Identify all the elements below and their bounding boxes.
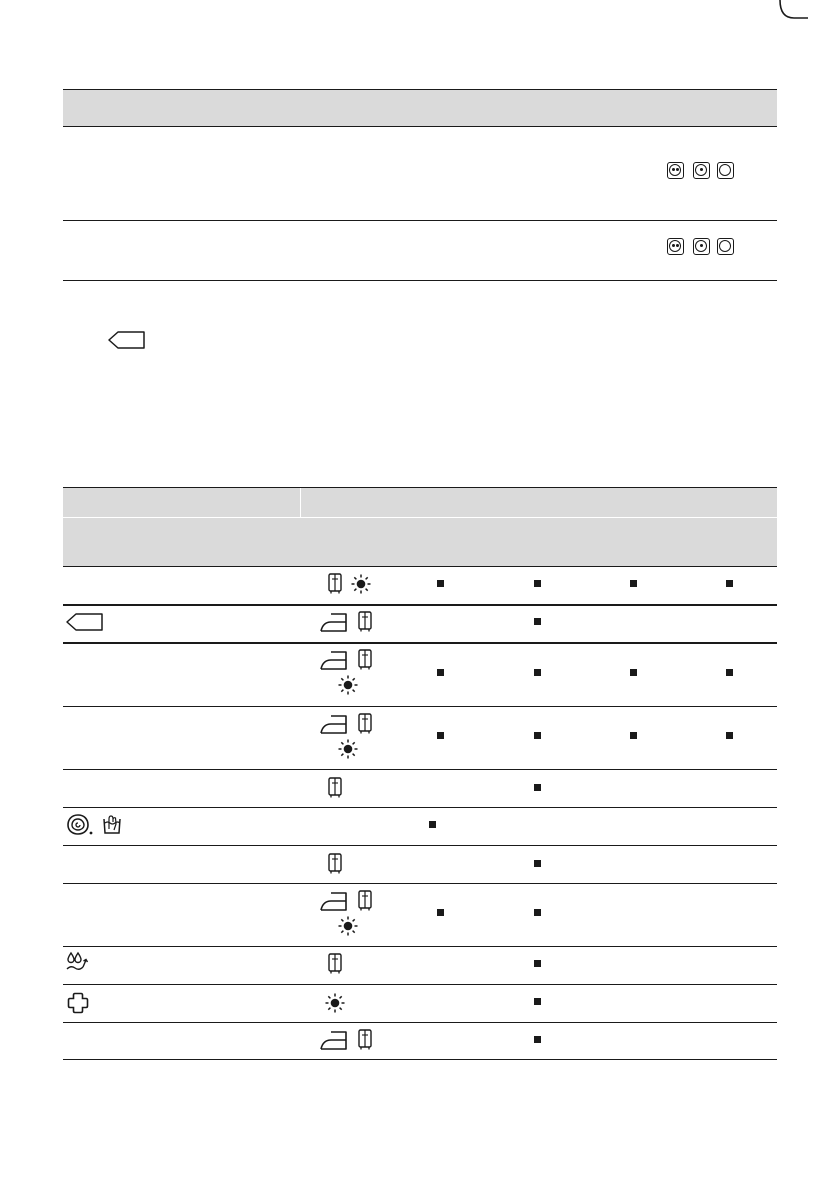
table-mark (437, 909, 444, 916)
cabinet-icon (358, 649, 372, 670)
cabinet-icon (358, 611, 372, 632)
table-mark (726, 580, 733, 587)
sun-icon (338, 739, 358, 759)
table-mark (437, 580, 444, 587)
table-row-divider (63, 604, 777, 606)
table-mark (534, 669, 541, 676)
table-mark (630, 580, 637, 587)
table-mark (534, 1036, 541, 1043)
table-row-divider (63, 984, 777, 985)
drying-2-dots-icon (667, 238, 684, 255)
tag-label-icon (66, 613, 104, 631)
table-mark (534, 732, 541, 739)
table-mark (534, 909, 541, 916)
table-mark (726, 732, 733, 739)
table-2-header-row-1 (63, 488, 777, 517)
table-mark (437, 669, 444, 676)
iron-icon (318, 650, 348, 670)
table-mark (429, 821, 436, 828)
iron-icon (318, 612, 348, 632)
table-row-divider (63, 845, 777, 846)
cabinet-icon (328, 777, 342, 798)
drying-1-dot-icon (693, 162, 710, 179)
table-row-divider (63, 1022, 777, 1023)
drying-no-dot-icon (717, 238, 734, 255)
table-row-divider (63, 807, 777, 808)
table-mark (534, 784, 541, 791)
wool-icon (66, 813, 96, 837)
cabinet-icon (358, 890, 372, 911)
cabinet-icon (328, 853, 342, 874)
sun-icon (338, 675, 358, 695)
table-row-divider (63, 946, 777, 947)
steam-icon (66, 951, 90, 973)
drying-2-dots-icon (667, 162, 684, 179)
cabinet-icon (328, 573, 342, 594)
sun-icon (338, 916, 358, 936)
cabinet-icon (328, 953, 342, 974)
table-1-row-divider (63, 220, 777, 221)
page-fold-mark (779, 0, 809, 22)
drying-1-dot-icon (693, 238, 710, 255)
drying-symbols (667, 238, 739, 258)
table-mark (630, 669, 637, 676)
table-1-bottom-rule (63, 280, 777, 281)
drying-no-dot-icon (717, 162, 734, 179)
iron-icon (318, 714, 348, 734)
table-mark (437, 732, 444, 739)
cabinet-icon (358, 1029, 372, 1050)
cabinet-icon (358, 713, 372, 734)
sun-icon (351, 574, 371, 594)
table-row-divider (63, 769, 777, 770)
table-mark (726, 669, 733, 676)
table-2-header-bottom-rule (63, 566, 777, 567)
table-2-bottom-rule (63, 1059, 777, 1060)
table-mark (630, 732, 637, 739)
table-row-divider (63, 883, 777, 884)
plus-cross-icon (67, 992, 89, 1014)
table-1-header (63, 90, 777, 126)
table-mark (534, 618, 541, 625)
table-mark (534, 580, 541, 587)
table-2-header-divider (300, 488, 301, 517)
table-1-header-top-rule (63, 89, 777, 90)
iron-icon (318, 891, 348, 911)
table-row-divider (63, 642, 777, 644)
table-1-header-bottom-rule (63, 126, 777, 127)
drying-symbols (667, 162, 739, 182)
table-row-divider (63, 706, 777, 707)
table-mark (534, 998, 541, 1005)
sun-icon (325, 993, 345, 1013)
iron-icon (318, 1030, 348, 1050)
handwash-icon (102, 813, 122, 835)
table-2-header-row-2 (63, 518, 777, 566)
table-mark (534, 860, 541, 867)
table-mark (534, 960, 541, 967)
tag-label-icon (108, 331, 146, 349)
